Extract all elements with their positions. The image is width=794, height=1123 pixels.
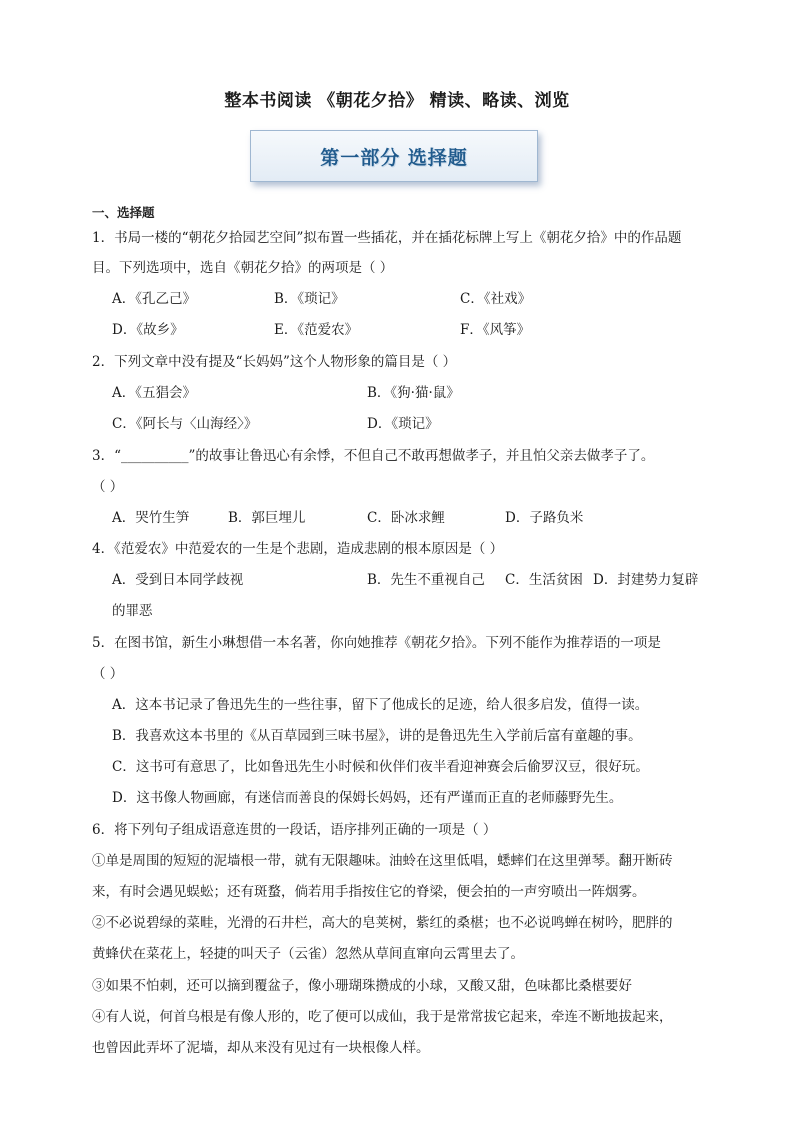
q6-sentence-4: ④有人说，何首乌根是有像人形的，吃了便可以成仙，我于是常常拔它起来，牵连不断地拔起来，	[92, 1009, 673, 1025]
q1-option-b: B．《琐记》	[274, 291, 345, 307]
question-5-text-cont: （ ）	[92, 666, 124, 682]
q6-sentence-4-cont: 也曾因此弄坏了泥墙，却从来没有见过有一块根像人样。	[92, 1040, 430, 1056]
q2-option-b: B．《狗·猫·鼠》	[367, 385, 460, 401]
q1-option-e: E．《范爱农》	[274, 322, 359, 338]
q6-sentence-3: ③如果不怕刺，还可以摘到覆盆子，像小珊瑚珠攒成的小球，又酸又甜，色味都比桑椹要好	[92, 978, 632, 994]
q4-option-b: B．先生不重视自己	[367, 572, 485, 588]
q5-option-d: D．这书像人物画廊，有迷信而善良的保姆长妈妈，还有严谨而正直的老师藤野先生。	[112, 790, 623, 806]
section-banner	[250, 130, 538, 182]
question-1-text-cont: 目。下列选项中，选自《朝花夕拾》的两项是（ ）	[92, 260, 394, 276]
q6-sentence-2-cont: 黄蜂伏在菜花上，轻捷的叫天子（云雀）忽然从草间直窜向云霄里去了。	[92, 946, 524, 962]
q5-option-b: B．我喜欢这本书里的《从百草园到三味书屋》，讲的是鲁迅先生入学前后富有童趣的事。	[112, 728, 642, 744]
q4-option-d-cont: 的罪恶	[112, 603, 153, 619]
question-5-text: 5．在图书馆，新生小琳想借一本名著，你向她推荐《朝花夕拾》。下列不能作为推荐语的一项是	[92, 635, 661, 651]
q6-sentence-1-cont: 来，有时会遇见蜈蚣；还有斑蝥，倘若用手指按住它的脊梁，便会拍的一声穷喷出一阵烟雾。	[92, 884, 646, 900]
question-4-text: 4．《范爱农》中范爱农的一生是个悲剧，造成悲剧的根本原因是（ ）	[92, 541, 504, 557]
q1-option-d: D．《故乡》	[112, 322, 184, 338]
q3-option-b: B．郭巨埋儿	[228, 510, 306, 526]
q2-option-c: C．《阿长与〈山海经〉》	[112, 416, 258, 432]
q5-option-c: C．这书可有意思了，比如鲁迅先生小时候和伙伴们夜半看迎神赛会后偷罗汉豆，很好玩。	[112, 759, 649, 775]
question-1-text: 1．书局一楼的“朝花夕拾园艺空间”拟布置一些插花，并在插花标牌上写上《朝花夕拾》中的作品题	[92, 230, 682, 246]
q4-option-a: A．受到日本同学歧视	[112, 572, 244, 588]
section-title: 第一部分 选择题	[320, 146, 468, 169]
q6-sentence-2: ②不必说碧绿的菜畦，光滑的石井栏，高大的皂荚树，紫红的桑椹；也不必说鸣蝉在树吟，肥胖的	[92, 915, 673, 931]
question-6-text: 6．将下列句子组成语意连贯的一段话，语序排列正确的一项是（ ）	[92, 822, 497, 838]
q1-option-a: A．《孔乙己》	[112, 291, 196, 307]
q3-option-d: D．子路负米	[505, 510, 584, 526]
q1-option-f: F．《风筝》	[460, 322, 531, 338]
q2-option-d: D．《琐记》	[367, 416, 439, 432]
question-3-text: 3．“__________”的故事让鲁迅心有余悸，不但自己不敢再想做孝子，并且怕父亲去做孝子了。	[92, 448, 655, 464]
document-title: 整本书阅读 《朝花夕拾》 精读、略读、浏览	[224, 91, 570, 111]
question-3-text-cont: （ ）	[92, 479, 124, 495]
question-2-text: 2．下列文章中没有提及“长妈妈”这个人物形象的篇目是（ ）	[92, 354, 457, 370]
q4-option-d: D．封建势力复辟	[593, 572, 699, 588]
q3-option-a: A．哭竹生笋	[112, 510, 190, 526]
q1-option-c: C．《社戏》	[460, 291, 532, 307]
section-heading: 一、选择题	[92, 205, 155, 220]
q4-option-c: C．生活贫困	[505, 572, 583, 588]
q6-sentence-1: ①单是周围的短短的泥墙根一带，就有无限趣味。油蛉在这里低唱，蟋蟀们在这里弹琴。翻开断砖	[92, 853, 673, 869]
q5-option-a: A．这本书记录了鲁迅先生的一些往事，留下了他成长的足迹，给人很多启发，值得一读。	[112, 697, 649, 713]
q3-option-c: C．卧冰求鲤	[367, 510, 445, 526]
q2-option-a: A．《五猖会》	[112, 385, 196, 401]
